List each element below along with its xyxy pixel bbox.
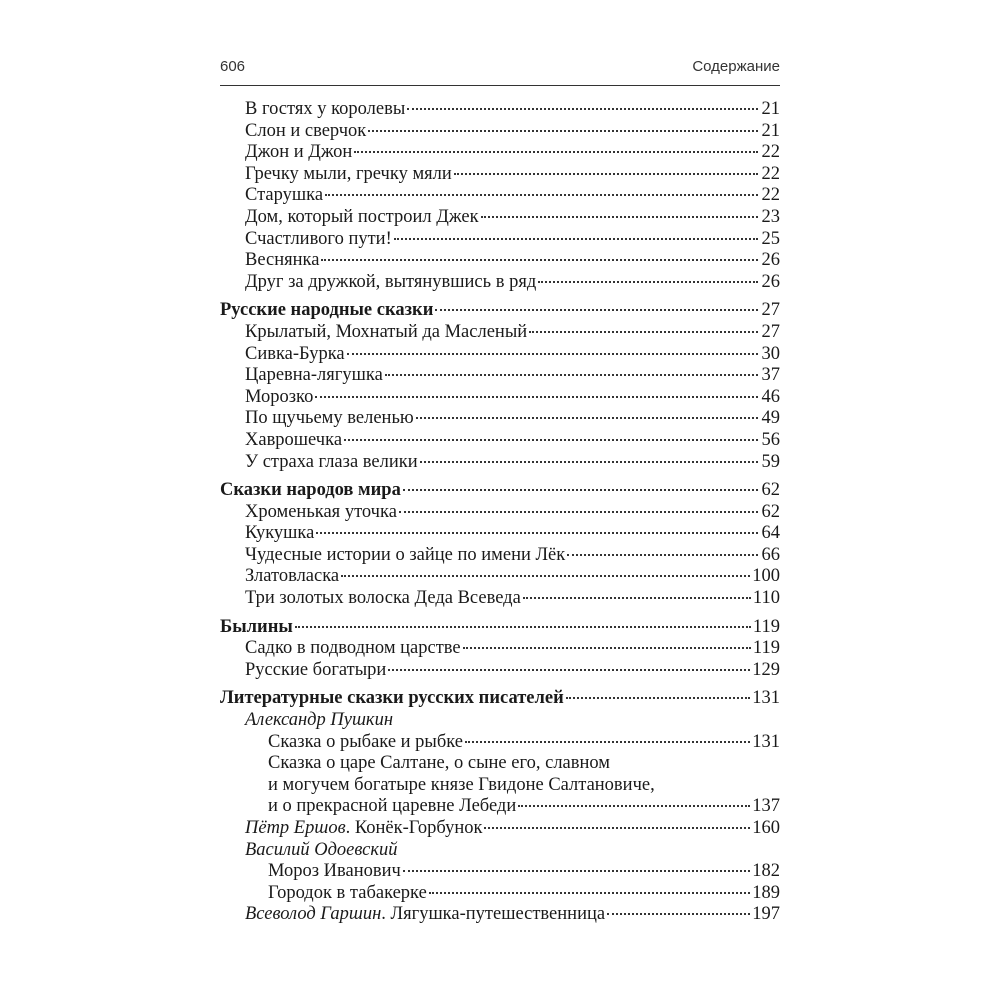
toc-entry <box>220 142 780 164</box>
author-name: Александр Пушкин <box>245 710 393 731</box>
toc-entry-title: Друг за дружкой, вытянувшись в ряд <box>245 271 537 292</box>
toc-entry-page: 182 <box>752 861 780 882</box>
dot-leader <box>463 647 751 649</box>
toc-entry <box>220 796 780 818</box>
toc-entry-page: 26 <box>761 271 780 292</box>
dot-leader <box>454 173 758 175</box>
dot-leader <box>388 669 750 671</box>
toc-entry <box>220 883 780 905</box>
toc-entry-title: Пётр Ершов. Конёк-Горбунок <box>245 818 483 838</box>
dot-leader <box>315 396 758 398</box>
running-title: Содержание <box>692 58 780 75</box>
toc-entry-title: Мороз Иванович <box>268 861 401 882</box>
section-title: Литературные сказки русских писателей <box>220 688 564 709</box>
toc-entry <box>220 430 780 452</box>
toc-section-heading <box>220 300 780 322</box>
author-name: Василий Одоевский <box>245 839 398 860</box>
toc-entry <box>220 660 780 682</box>
dot-leader <box>567 554 758 556</box>
dot-leader <box>321 259 758 261</box>
toc-entry-title: Слон и сверчок <box>245 120 367 141</box>
dot-leader <box>368 130 758 132</box>
toc-entry <box>220 99 780 121</box>
toc-entry-line: и могучем богатыре князе Гвидоне Салтановиче, <box>268 774 655 795</box>
dot-leader <box>420 461 758 463</box>
toc-entry-title: Чудесные истории о зайце по имени Лёк <box>245 544 566 565</box>
toc-entry-title: Хаврошечка <box>245 429 343 450</box>
toc-entry <box>220 566 780 588</box>
dot-leader <box>385 374 758 376</box>
toc-entry-page: 189 <box>752 882 780 903</box>
section-title: Сказки народов мира <box>220 480 401 501</box>
dot-leader <box>347 353 758 355</box>
toc-entry-page: 131 <box>752 731 780 752</box>
toc-entry-page: 21 <box>761 99 780 119</box>
toc-entry <box>220 365 780 387</box>
dot-leader <box>435 309 758 311</box>
dot-leader <box>344 439 758 441</box>
toc-entry-page: 22 <box>761 163 780 184</box>
toc-entry-page: 160 <box>752 818 780 838</box>
toc-entry-title: В гостях у королевы <box>245 99 406 119</box>
section-title: Русские народные сказки <box>220 300 434 321</box>
toc-entry-title: Русские богатыри <box>245 659 387 680</box>
toc-entry-title: Крылатый, Мохнатый да Масленый <box>245 321 528 342</box>
dot-leader <box>316 532 758 534</box>
toc-entry-title: Кукушка <box>245 523 315 544</box>
toc-entry-title: Городок в табакерке <box>268 882 427 903</box>
toc-entry <box>220 588 780 610</box>
dot-leader <box>295 626 751 628</box>
toc-entry-page: 27 <box>761 321 780 342</box>
toc-entry <box>220 523 780 545</box>
toc-entry-title: Хроменькая уточка <box>245 501 397 522</box>
toc-entry-page: 137 <box>752 796 780 817</box>
toc-entry-page: 119 <box>752 638 780 659</box>
toc-section-heading <box>220 688 780 710</box>
dot-leader <box>518 805 750 807</box>
toc-entry-title: Веснянка <box>245 250 320 271</box>
section-page: 27 <box>761 300 780 321</box>
toc-entry-title: Джон и Джон <box>245 142 353 163</box>
toc-entry-title: Гречку мыли, гречку мяли <box>245 163 452 184</box>
toc-entry-page: 49 <box>761 408 780 429</box>
toc-entry-page: 30 <box>761 343 780 364</box>
dot-leader <box>607 913 750 915</box>
toc-entry <box>220 387 780 409</box>
toc-entry <box>220 452 780 474</box>
section-page: 62 <box>761 480 780 501</box>
toc-entry-page: 37 <box>761 365 780 386</box>
toc-entry-page: 66 <box>761 544 780 565</box>
toc-entry <box>220 732 780 754</box>
header-rule <box>220 85 780 86</box>
toc-entry <box>220 250 780 272</box>
dot-leader <box>523 597 751 599</box>
toc-entry-title: Всеволод Гаршин. Лягушка-путешественница <box>245 904 606 925</box>
toc-entry <box>220 818 780 840</box>
toc-entry-title: Садко в подводном царстве <box>245 638 461 659</box>
dot-leader <box>465 741 750 743</box>
dot-leader <box>481 216 758 218</box>
toc-entry <box>220 638 780 660</box>
toc-entry-page: 59 <box>761 451 780 472</box>
running-head <box>220 58 780 75</box>
toc-entry-page: 110 <box>752 588 780 609</box>
toc-entry <box>220 502 780 524</box>
toc-entry-page: 26 <box>761 250 780 271</box>
dot-leader <box>529 331 758 333</box>
toc-entry-line: Сказка о царе Салтане, о сыне его, славном <box>268 753 610 774</box>
toc-section-heading <box>220 480 780 502</box>
toc-entry-title: Сказка о рыбаке и рыбке <box>268 731 464 752</box>
toc-entry-title: Старушка <box>245 185 324 206</box>
toc-entry-page: 22 <box>761 142 780 163</box>
toc-entry <box>220 545 780 567</box>
toc-entry-title: Златовласка <box>245 566 340 587</box>
toc-entry-page: 46 <box>761 386 780 407</box>
dot-leader <box>403 489 758 491</box>
dot-leader <box>325 194 758 196</box>
dot-leader <box>484 827 750 829</box>
author-name: Пётр Ершов <box>245 818 346 838</box>
toc-entry-title: и о прекрасной царевне Лебеди <box>268 796 517 817</box>
toc-entry-page: 129 <box>752 659 780 680</box>
dot-leader <box>399 511 758 513</box>
toc-entry <box>220 229 780 251</box>
toc-entry <box>220 121 780 143</box>
toc-entry <box>220 344 780 366</box>
dot-leader <box>394 238 758 240</box>
dot-leader <box>403 870 750 872</box>
toc-entry <box>220 185 780 207</box>
toc-entry-title: У страха глаза велики <box>245 451 418 472</box>
table-of-contents <box>220 99 780 926</box>
toc-entry-page: 197 <box>752 904 780 925</box>
dot-leader <box>354 151 758 153</box>
dot-leader <box>538 281 758 283</box>
toc-entry <box>220 408 780 430</box>
work-title: Лягушка-путешественница <box>390 904 606 925</box>
toc-entry-page: 62 <box>761 501 780 522</box>
work-title: Конёк-Горбунок <box>354 818 483 838</box>
dot-leader <box>429 892 750 894</box>
toc-entry-title: Сивка-Бурка <box>245 343 345 364</box>
toc-entry-title: По щучьему веленью <box>245 408 414 429</box>
author-heading <box>220 710 780 732</box>
toc-entry <box>220 861 780 883</box>
section-page: 131 <box>752 688 780 709</box>
dot-leader <box>416 417 758 419</box>
toc-entry-title: Три золотых волоска Деда Всеведа <box>245 588 521 609</box>
toc-entry <box>220 207 780 229</box>
toc-entry-page: 23 <box>761 206 780 227</box>
dot-leader <box>566 697 750 699</box>
toc-entry <box>220 164 780 186</box>
toc-entry-title: Царевна-лягушка <box>245 365 383 386</box>
toc-entry-page: 100 <box>752 566 780 587</box>
toc-entry-title: Счастливого пути! <box>245 228 392 249</box>
dot-leader <box>341 575 750 577</box>
section-title: Былины <box>220 616 293 637</box>
section-page: 119 <box>752 616 780 637</box>
toc-entry-page: 25 <box>761 228 780 249</box>
toc-section-heading <box>220 617 780 639</box>
author-heading <box>220 840 780 862</box>
dot-leader <box>407 108 758 110</box>
toc-entry <box>220 322 780 344</box>
toc-entry-title: Морозко <box>245 386 314 407</box>
toc-entry <box>220 272 780 294</box>
toc-entry-page: 64 <box>761 523 780 544</box>
page-number: 606 <box>220 58 246 75</box>
toc-entry <box>220 904 780 926</box>
toc-entry-page: 21 <box>761 120 780 141</box>
author-name: Всеволод Гаршин <box>245 904 382 925</box>
toc-entry-page: 56 <box>761 429 780 450</box>
toc-entry-title: Дом, который построил Джек <box>245 206 479 227</box>
toc-entry-page: 22 <box>761 185 780 206</box>
